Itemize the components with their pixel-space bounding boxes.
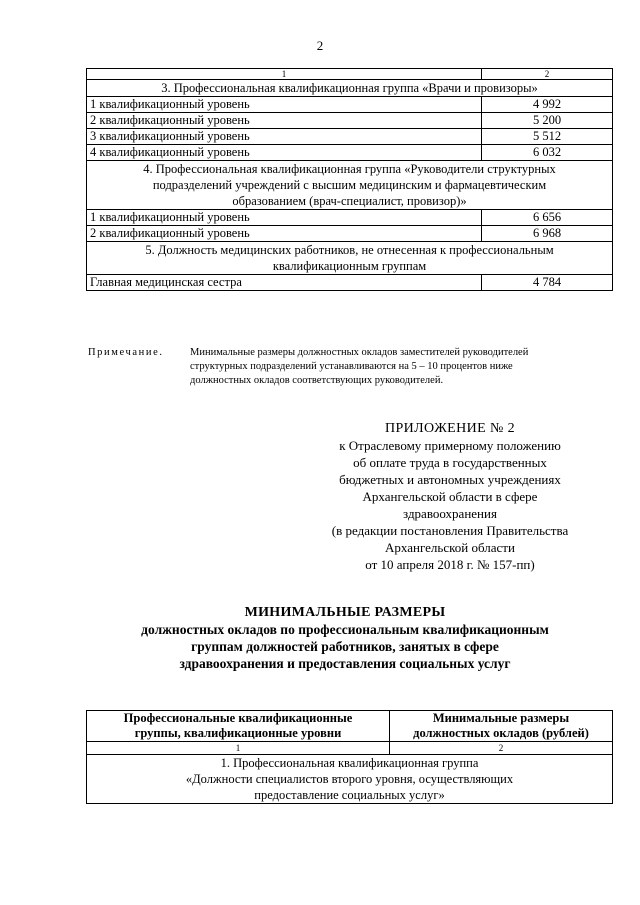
salary-cell: 4 784 <box>482 275 613 291</box>
group-5-title <box>87 242 613 275</box>
level-cell: 2 квалификационный уровень <box>87 226 482 242</box>
table-row <box>87 129 613 145</box>
table-row <box>87 210 613 226</box>
salary-cell: 5 512 <box>482 129 613 145</box>
group-1-title-line: предоставление социальных услуг» <box>254 788 445 802</box>
column-numbers-row <box>87 742 613 755</box>
column-number-2: 2 <box>390 742 613 755</box>
salary-cell: 5 200 <box>482 113 613 129</box>
header-min-salary <box>390 711 613 742</box>
appendix-line: здравоохранения <box>403 506 497 521</box>
title-line: должностных окладов по профессиональным квалификационным <box>141 622 549 637</box>
column-number-2: 2 <box>482 69 613 80</box>
table-row <box>87 97 613 113</box>
salary-cell: 6 968 <box>482 226 613 242</box>
salary-table-continued <box>86 68 613 291</box>
group-1-title-line: 1. Профессиональная квалификационная группа <box>220 756 479 770</box>
appendix-block <box>300 420 600 573</box>
note-text <box>190 346 608 388</box>
header-line: Профессиональные квалификационные <box>123 711 353 725</box>
salary-cell: 4 992 <box>482 97 613 113</box>
title-line: МИНИМАЛЬНЫЕ РАЗМЕРЫ <box>244 605 446 620</box>
group-3-row <box>87 80 613 97</box>
group-1-title-line: «Должности специалистов второго уровня, осуществляющих <box>185 772 514 786</box>
salary-cell: 6 032 <box>482 145 613 161</box>
group-1-title <box>87 755 613 804</box>
group-5-title-line: квалификационным группам <box>272 259 427 273</box>
level-cell: Главная медицинская сестра <box>87 275 482 291</box>
header-line: Минимальные размеры <box>432 711 570 725</box>
appendix-line: Архангельской области <box>385 540 515 555</box>
column-number-1: 1 <box>87 69 482 80</box>
appendix-line: (в редакции постановления Правительства <box>331 523 569 538</box>
appendix-heading: ПРИЛОЖЕНИЕ № 2 <box>384 421 516 436</box>
note-line: структурных подразделений устанавливаются на 5 – 10 процентов ниже <box>190 361 513 372</box>
group-3-title: 3. Профессиональная квалификационная группа «Врачи и провизоры» <box>87 80 613 97</box>
group-4-title-line: подразделений учреждений с высшим медицинским и фармацевтическим <box>152 178 547 192</box>
title-line: группам должностей работников, занятых в сфере <box>191 639 499 654</box>
header-groups-levels <box>87 711 390 742</box>
group-4-row <box>87 161 613 210</box>
appendix-line: бюджетных и автономных учреждениях <box>339 472 561 487</box>
header-line: должностных окладов (рублей) <box>413 726 589 740</box>
table-row <box>87 113 613 129</box>
group-5-title-line: 5. Должность медицинских работников, не отнесенная к профессиональным <box>145 243 554 257</box>
group-4-title-line: образованием (врач-специалист, провизор)» <box>232 194 467 208</box>
appendix-line: Архангельской области в сфере <box>362 489 538 504</box>
page-number: 2 <box>316 38 324 53</box>
level-cell: 4 квалификационный уровень <box>87 145 482 161</box>
document-title <box>86 604 604 672</box>
group-4-title-line: 4. Профессиональная квалификационная группа «Руководители структурных <box>143 162 556 176</box>
group-5-row <box>87 242 613 275</box>
table-row <box>87 275 613 291</box>
column-number-1: 1 <box>87 742 390 755</box>
level-cell: 1 квалификационный уровень <box>87 210 482 226</box>
column-numbers-row <box>87 69 613 80</box>
note-line: должностных окладов соответствующих руководителей. <box>190 375 444 386</box>
header-line: группы, квалификационные уровни <box>134 726 342 740</box>
title-line: здравоохранения и предоставления социальных услуг <box>179 656 511 671</box>
table-row <box>87 226 613 242</box>
note-line: Минимальные размеры должностных окладов заместителей руководителей <box>190 347 529 358</box>
appendix-line: к Отраслевому примерному положению <box>339 438 561 453</box>
level-cell: 1 квалификационный уровень <box>87 97 482 113</box>
note-label: Примечание. <box>88 347 164 358</box>
table-row <box>87 145 613 161</box>
appendix-line: от 10 апреля 2018 г. № 157-пп) <box>365 557 535 572</box>
level-cell: 3 квалификационный уровень <box>87 129 482 145</box>
salary-cell: 6 656 <box>482 210 613 226</box>
level-cell: 2 квалификационный уровень <box>87 113 482 129</box>
appendix-line: об оплате труда в государственных <box>353 455 547 470</box>
group-1-row <box>87 755 613 804</box>
salary-table <box>86 710 613 804</box>
header-row <box>87 711 613 742</box>
group-4-title <box>87 161 613 210</box>
